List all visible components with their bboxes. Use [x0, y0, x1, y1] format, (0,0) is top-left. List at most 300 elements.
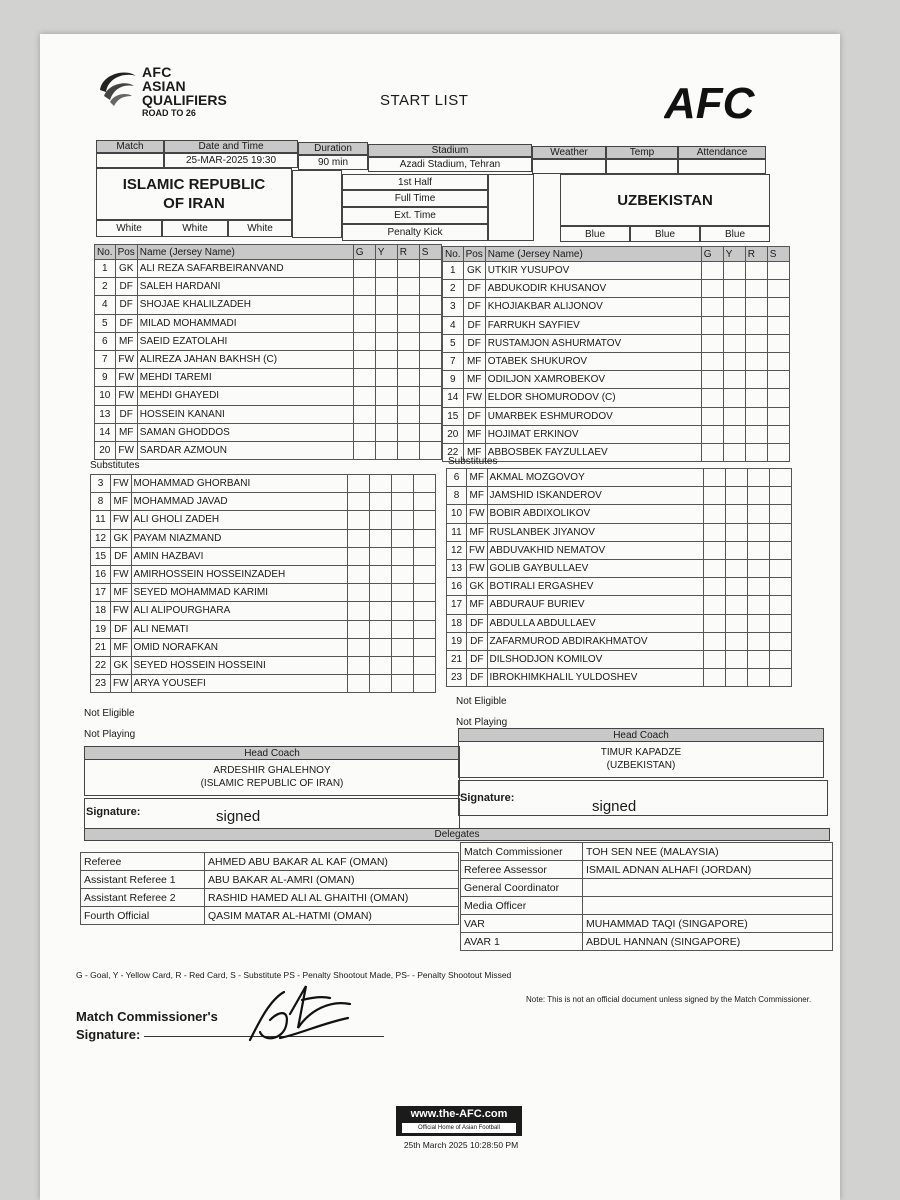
away-signature-label: Signature: — [460, 792, 515, 804]
player-name: RUSLANBEK JIYANOV — [487, 523, 703, 541]
away-substitute-row — [447, 614, 792, 632]
afc-brand-text: AFC — [664, 79, 755, 126]
jersey-number: 23 — [447, 669, 467, 687]
yellow-cell — [369, 475, 391, 493]
yellow-cell — [725, 578, 747, 596]
player-name: DILSHODJON KOMILOV — [487, 650, 703, 668]
red-cell — [391, 529, 413, 547]
red-cell — [745, 443, 767, 461]
home-starter-row — [95, 369, 442, 387]
official-row — [461, 843, 833, 861]
red-cell — [745, 352, 767, 370]
col-header-y: Y — [375, 245, 397, 260]
player-name: ABDUKODIR KHUSANOV — [485, 280, 701, 298]
official-row — [461, 861, 833, 879]
position: GK — [115, 260, 137, 278]
position: FW — [111, 675, 132, 693]
red-cell — [747, 669, 769, 687]
jersey-number: 19 — [447, 632, 467, 650]
position: MF — [467, 596, 488, 614]
col-header-name: Name (Jersey Name) — [137, 245, 353, 260]
sub-cell — [769, 596, 791, 614]
sub-cell — [413, 675, 435, 693]
goal-cell — [701, 262, 723, 280]
home-team-name — [96, 168, 292, 220]
yellow-cell — [725, 559, 747, 577]
jersey-number: 12 — [91, 529, 111, 547]
match-commissioner-signature-label — [76, 1008, 218, 1044]
home-starter-row — [95, 296, 442, 314]
phase-ext-time: Ext. Time — [342, 207, 488, 224]
red-cell — [747, 596, 769, 614]
position: MF — [467, 523, 488, 541]
jersey-number: 23 — [91, 675, 111, 693]
col-header-r: R — [397, 245, 419, 260]
yellow-cell — [725, 505, 747, 523]
yellow-cell — [369, 511, 391, 529]
away-substitutes-label: Substitutes — [448, 456, 498, 467]
yellow-cell — [725, 632, 747, 650]
position: FW — [115, 387, 137, 405]
yellow-cell — [725, 469, 747, 487]
goal-cell — [353, 332, 375, 350]
yellow-cell — [375, 350, 397, 368]
sub-cell — [419, 405, 441, 423]
home-team-name-line1: ISLAMIC REPUBLIC — [122, 176, 266, 193]
jersey-number: 1 — [443, 262, 464, 280]
red-cell — [397, 423, 419, 441]
mc-signature-label-line2: Signature: — [76, 1027, 141, 1042]
sub-cell — [413, 584, 435, 602]
home-signature-label: Signature: — [86, 806, 141, 818]
yellow-cell — [723, 425, 745, 443]
position: MF — [467, 487, 488, 505]
position: MF — [463, 352, 485, 370]
jersey-number: 13 — [447, 559, 467, 577]
goal-cell — [703, 469, 725, 487]
yellow-cell — [723, 316, 745, 334]
position: MF — [463, 425, 485, 443]
away-starter-row — [443, 334, 790, 352]
yellow-cell — [375, 387, 397, 405]
col-header-pos: Pos — [463, 247, 485, 262]
official-row — [81, 853, 459, 871]
goal-cell — [347, 529, 369, 547]
red-cell — [747, 559, 769, 577]
home-head-coach-country: (ISLAMIC REPUBLIC OF IRAN) — [200, 778, 344, 789]
position: FW — [467, 559, 488, 577]
roster-header-row — [95, 245, 442, 260]
red-cell — [745, 262, 767, 280]
phase-penalty-kick: Penalty Kick — [342, 224, 488, 241]
goal-cell — [703, 578, 725, 596]
attendance-value — [678, 159, 766, 174]
away-substitute-row — [447, 578, 792, 596]
official-name: TOH SEN NEE (MALAYSIA) — [583, 843, 833, 861]
sub-cell — [419, 369, 441, 387]
player-name: AMIRHOSSEIN HOSSEINZADEH — [131, 565, 347, 583]
yellow-cell — [375, 278, 397, 296]
position: DF — [467, 669, 488, 687]
sub-cell — [413, 602, 435, 620]
away-kit-shorts: Blue — [630, 226, 700, 242]
player-name: OTABEK SHUKUROV — [485, 352, 701, 370]
phase-1st-half: 1st Half — [342, 174, 488, 190]
sub-cell — [769, 578, 791, 596]
home-substitutes-label: Substitutes — [90, 460, 140, 471]
sub-cell — [767, 298, 789, 316]
official-role: Assistant Referee 1 — [81, 871, 205, 889]
red-cell — [397, 369, 419, 387]
goal-cell — [347, 511, 369, 529]
yellow-cell — [723, 280, 745, 298]
officials-right-table — [460, 842, 833, 951]
player-name: SARDAR AZMOUN — [137, 441, 353, 459]
yellow-cell — [369, 620, 391, 638]
jersey-number: 14 — [443, 389, 464, 407]
jersey-number: 14 — [95, 423, 116, 441]
red-cell — [745, 425, 767, 443]
away-team-name: UZBEKISTAN — [560, 174, 770, 226]
temp-label: Temp — [606, 146, 678, 159]
yellow-cell — [369, 675, 391, 693]
mc-handwritten-signature — [240, 980, 360, 1050]
sub-cell — [769, 614, 791, 632]
position: DF — [111, 620, 132, 638]
position: FW — [111, 511, 132, 529]
jersey-number: 8 — [447, 487, 467, 505]
red-cell — [745, 407, 767, 425]
yellow-cell — [725, 614, 747, 632]
goal-cell — [703, 669, 725, 687]
yellow-cell — [725, 669, 747, 687]
logo-line-1: AFC — [142, 64, 172, 80]
red-cell — [747, 469, 769, 487]
jersey-number: 9 — [95, 369, 116, 387]
position: DF — [463, 407, 485, 425]
home-team-name-line2: OF IRAN — [163, 195, 225, 212]
away-not-playing-label: Not Playing — [456, 717, 508, 728]
weather-label: Weather — [532, 146, 606, 159]
away-kit-shirt: Blue — [560, 226, 630, 242]
red-cell — [747, 650, 769, 668]
away-head-coach-header: Head Coach — [459, 729, 823, 742]
red-cell — [745, 371, 767, 389]
goal-cell — [347, 475, 369, 493]
official-row — [81, 871, 459, 889]
jersey-number: 22 — [91, 656, 111, 674]
home-starter-row — [95, 314, 442, 332]
yellow-cell — [369, 656, 391, 674]
sub-cell — [767, 316, 789, 334]
yellow-cell — [723, 334, 745, 352]
player-name: UMARBEK ESHMURODOV — [485, 407, 701, 425]
goal-cell — [347, 602, 369, 620]
official-name: MUHAMMAD TAQI (SINGAPORE) — [583, 915, 833, 933]
position: FW — [115, 369, 137, 387]
home-substitute-row — [91, 565, 436, 583]
jersey-number: 6 — [95, 332, 116, 350]
goal-cell — [347, 620, 369, 638]
goal-cell — [701, 407, 723, 425]
position: MF — [111, 584, 132, 602]
jersey-number: 5 — [95, 314, 116, 332]
jersey-number: 3 — [91, 475, 111, 493]
roster-header-row — [443, 247, 790, 262]
player-name: SALEH HARDANI — [137, 278, 353, 296]
red-cell — [391, 565, 413, 583]
jersey-number: 21 — [91, 638, 111, 656]
jersey-number: 15 — [443, 407, 464, 425]
mc-signature-label-line1: Match Commissioner's — [76, 1009, 218, 1024]
yellow-cell — [369, 584, 391, 602]
sub-cell — [419, 260, 441, 278]
jersey-number: 21 — [447, 650, 467, 668]
home-starter-row — [95, 278, 442, 296]
goal-cell — [353, 369, 375, 387]
yellow-cell — [723, 262, 745, 280]
position: FW — [115, 441, 137, 459]
weather-value — [532, 159, 606, 174]
yellow-cell — [723, 389, 745, 407]
goal-cell — [347, 565, 369, 583]
yellow-cell — [375, 314, 397, 332]
yellow-cell — [369, 493, 391, 511]
player-name: SHOJAE KHALILZADEH — [137, 296, 353, 314]
away-starter-row — [443, 316, 790, 334]
player-name: FARRUKH SAYFIEV — [485, 316, 701, 334]
position: MF — [463, 443, 485, 461]
col-header-r: R — [745, 247, 767, 262]
home-score-area — [292, 170, 342, 238]
yellow-cell — [369, 547, 391, 565]
legend-text: G - Goal, Y - Yellow Card, R - Red Card, S - Substitute PS - Penalty Shootout Made, PS- - Penalty Shootout Missed — [76, 970, 512, 980]
position: FW — [463, 389, 485, 407]
home-substitute-row — [91, 584, 436, 602]
official-name: ISMAIL ADNAN ALHAFI (JORDAN) — [583, 861, 833, 879]
position: FW — [467, 541, 488, 559]
jersey-number: 10 — [447, 505, 467, 523]
away-substitute-row — [447, 669, 792, 687]
jersey-number: 20 — [443, 425, 464, 443]
home-kit-socks: White — [228, 220, 292, 237]
home-substitutes-table — [90, 474, 436, 693]
goal-cell — [703, 523, 725, 541]
jersey-number: 17 — [91, 584, 111, 602]
sub-cell — [767, 425, 789, 443]
sub-cell — [413, 656, 435, 674]
official-row — [81, 907, 459, 925]
position: DF — [115, 278, 137, 296]
red-cell — [391, 602, 413, 620]
goal-cell — [353, 350, 375, 368]
goal-cell — [353, 260, 375, 278]
position: DF — [115, 296, 137, 314]
jersey-number: 16 — [447, 578, 467, 596]
away-substitute-row — [447, 487, 792, 505]
player-name: HOSSEIN KANANI — [137, 405, 353, 423]
red-cell — [391, 511, 413, 529]
home-substitute-row — [91, 547, 436, 565]
sub-cell — [767, 352, 789, 370]
home-substitute-row — [91, 620, 436, 638]
red-cell — [397, 332, 419, 350]
jersey-number: 12 — [447, 541, 467, 559]
official-row — [461, 879, 833, 897]
red-cell — [391, 547, 413, 565]
away-head-coach-name: TIMUR KAPADZE — [600, 747, 682, 758]
jersey-number: 2 — [95, 278, 116, 296]
goal-cell — [703, 541, 725, 559]
goal-cell — [703, 487, 725, 505]
goal-cell — [701, 280, 723, 298]
logo-line-4: ROAD TO 26 — [142, 108, 196, 118]
website-badge[interactable] — [396, 1106, 522, 1136]
sub-cell — [767, 443, 789, 461]
yellow-cell — [375, 423, 397, 441]
sub-cell — [419, 387, 441, 405]
red-cell — [747, 578, 769, 596]
sub-cell — [769, 650, 791, 668]
yellow-cell — [725, 650, 747, 668]
official-name — [583, 897, 833, 915]
sub-cell — [419, 296, 441, 314]
player-name: MEHDI TAREMI — [137, 369, 353, 387]
red-cell — [391, 493, 413, 511]
sub-cell — [413, 493, 435, 511]
position: DF — [467, 650, 488, 668]
jersey-number: 7 — [443, 352, 464, 370]
goal-cell — [353, 314, 375, 332]
yellow-cell — [369, 565, 391, 583]
sub-cell — [413, 565, 435, 583]
red-cell — [745, 316, 767, 334]
sub-cell — [767, 407, 789, 425]
position: FW — [111, 602, 132, 620]
red-cell — [391, 675, 413, 693]
match-value — [96, 153, 164, 168]
jersey-number: 9 — [443, 371, 464, 389]
red-cell — [391, 475, 413, 493]
away-starter-row — [443, 262, 790, 280]
yellow-cell — [725, 596, 747, 614]
position: FW — [467, 505, 488, 523]
logo-line-2: ASIAN — [142, 78, 186, 94]
sub-cell — [767, 262, 789, 280]
away-substitute-row — [447, 505, 792, 523]
yellow-cell — [369, 638, 391, 656]
official-role: Referee Assessor — [461, 861, 583, 879]
phase-full-time: Full Time — [342, 190, 488, 207]
yellow-cell — [725, 541, 747, 559]
position: DF — [467, 632, 488, 650]
goal-cell — [347, 675, 369, 693]
yellow-cell — [375, 441, 397, 459]
player-name: AMIN HAZBAVI — [131, 547, 347, 565]
goal-cell — [353, 387, 375, 405]
yellow-cell — [375, 296, 397, 314]
official-name: QASIM MATAR AL-HATMI (OMAN) — [205, 907, 459, 925]
sub-cell — [419, 314, 441, 332]
sub-cell — [769, 469, 791, 487]
goal-cell — [703, 632, 725, 650]
position: GK — [111, 656, 132, 674]
website-link[interactable]: www.the-AFC.com — [410, 1108, 508, 1120]
print-timestamp: 25th March 2025 10:28:50 PM — [403, 1140, 519, 1150]
red-cell — [745, 298, 767, 316]
position: DF — [463, 316, 485, 334]
away-substitute-row — [447, 469, 792, 487]
red-cell — [397, 405, 419, 423]
away-score-area — [488, 174, 534, 241]
home-starter-row — [95, 387, 442, 405]
player-name: ABBOSBEK FAYZULLAEV — [485, 443, 701, 461]
player-name: SAMAN GHODDOS — [137, 423, 353, 441]
player-name: UTKIR YUSUPOV — [485, 262, 701, 280]
yellow-cell — [375, 332, 397, 350]
yellow-cell — [369, 529, 391, 547]
position: FW — [111, 475, 132, 493]
duration-label: Duration — [298, 142, 368, 155]
home-substitute-row — [91, 493, 436, 511]
player-name: ALI ALIPOURGHARA — [131, 602, 347, 620]
official-role: VAR — [461, 915, 583, 933]
home-starter-row — [95, 260, 442, 278]
player-name: PAYAM NIAZMAND — [131, 529, 347, 547]
goal-cell — [703, 650, 725, 668]
player-name: ALI NEMATI — [131, 620, 347, 638]
footer-note: Note: This is not an official document unless signed by the Match Commissioner. — [526, 995, 812, 1004]
sub-cell — [413, 620, 435, 638]
red-cell — [391, 620, 413, 638]
home-starter-row — [95, 350, 442, 368]
player-name: MOHAMMAD JAVAD — [131, 493, 347, 511]
player-name: ALIREZA JAHAN BAKHSH (C) — [137, 350, 353, 368]
player-name: OMID NORAFKAN — [131, 638, 347, 656]
jersey-number: 6 — [447, 469, 467, 487]
player-name: HOJIMAT ERKINOV — [485, 425, 701, 443]
goal-cell — [347, 638, 369, 656]
yellow-cell — [725, 523, 747, 541]
away-starter-row — [443, 298, 790, 316]
red-cell — [745, 280, 767, 298]
player-name: AKMAL MOZGOVOY — [487, 469, 703, 487]
official-name: RASHID HAMED ALI AL GHAITHI (OMAN) — [205, 889, 459, 907]
sub-cell — [769, 669, 791, 687]
home-starter-row — [95, 441, 442, 459]
temp-value — [606, 159, 678, 174]
jersey-number: 1 — [95, 260, 116, 278]
red-cell — [391, 584, 413, 602]
jersey-number: 17 — [447, 596, 467, 614]
player-name: MILAD MOHAMMADI — [137, 314, 353, 332]
col-header-y: Y — [723, 247, 745, 262]
home-not-playing-label: Not Playing — [84, 729, 136, 740]
away-substitute-row — [447, 596, 792, 614]
position: MF — [111, 638, 132, 656]
yellow-cell — [375, 260, 397, 278]
home-substitute-row — [91, 638, 436, 656]
home-substitute-row — [91, 656, 436, 674]
delegates-header: Delegates — [84, 828, 830, 841]
sub-cell — [419, 423, 441, 441]
official-role: General Coordinator — [461, 879, 583, 897]
jersey-number: 7 — [95, 350, 116, 368]
jersey-number: 20 — [95, 441, 116, 459]
stadium-label: Stadium — [368, 144, 532, 157]
away-substitute-row — [447, 523, 792, 541]
red-cell — [397, 350, 419, 368]
